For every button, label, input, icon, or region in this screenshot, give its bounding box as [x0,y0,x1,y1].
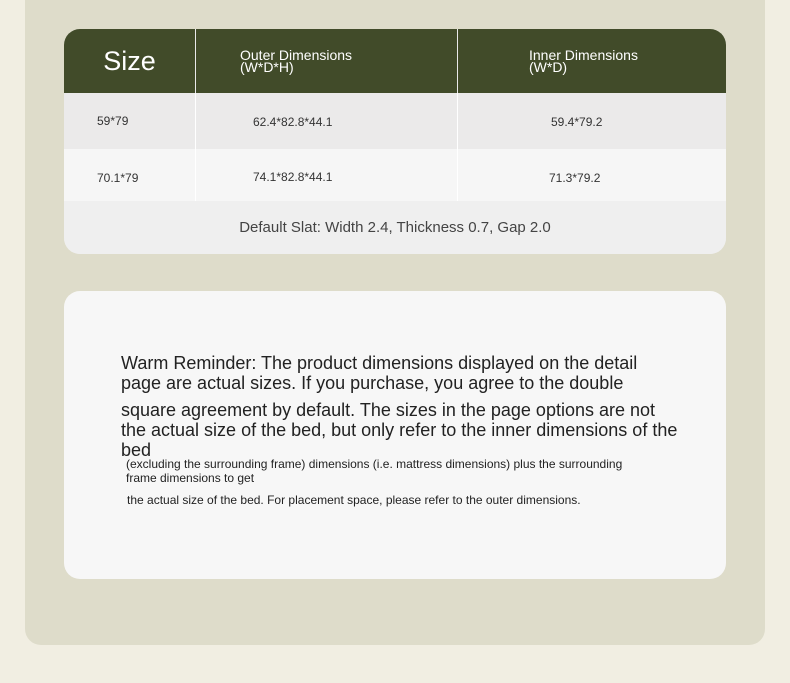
reminder-sub-text-2: the actual size of the bed. For placement space, please refer to the outer dimensions. [127,493,581,507]
size-table [64,29,726,254]
cell-size [64,93,196,149]
header-size [64,29,196,93]
slat-note: Default Slat: Width 2.4, Thickness 0.7, Gap 2.0 [64,201,726,254]
reminder-main-part1: Warm Reminder: The product dimensions displayed on the detail page are actual sizes. If you purchase, you agree to the double [121,353,638,393]
header-inner-dimensions [458,29,726,93]
header-size-label: Size [103,45,156,76]
cell-inner-value: 71.3*79.2 [549,171,601,185]
table-header [64,29,726,93]
cell-inner [458,149,726,201]
cell-outer-value: 74.1*82.8*44.1 [253,170,333,184]
table-row [64,93,726,149]
reminder-main-part2: square agreement by default. The sizes in the page options are not the actual size of the bed, but only refer to the inner dimensions of the bed [121,400,678,460]
header-inner-line1: Inner Dimensions [529,47,638,63]
header-inner-line2: (W*D) [529,59,568,75]
cell-inner [458,93,726,149]
cell-size-value: 59*79 [97,114,129,128]
cell-size-value: 70.1*79 [97,171,139,185]
cell-outer [196,93,458,149]
cell-inner-value: 59.4*79.2 [551,115,603,129]
reminder-card [64,291,726,579]
table-row [64,149,726,201]
header-outer-line1: Outer Dimensions [240,47,353,63]
reminder-main-text [121,353,681,460]
cell-size [64,149,196,201]
cell-outer [196,149,458,201]
cell-outer-value: 62.4*82.8*44.1 [253,115,333,129]
header-outer-line2: (W*D*H) [240,59,294,75]
reminder-sub-text-1: (excluding the surrounding frame) dimensions (i.e. mattress dimensions) plus the surrounding frame dimensions to get [126,457,623,485]
header-outer-dimensions [196,29,458,93]
